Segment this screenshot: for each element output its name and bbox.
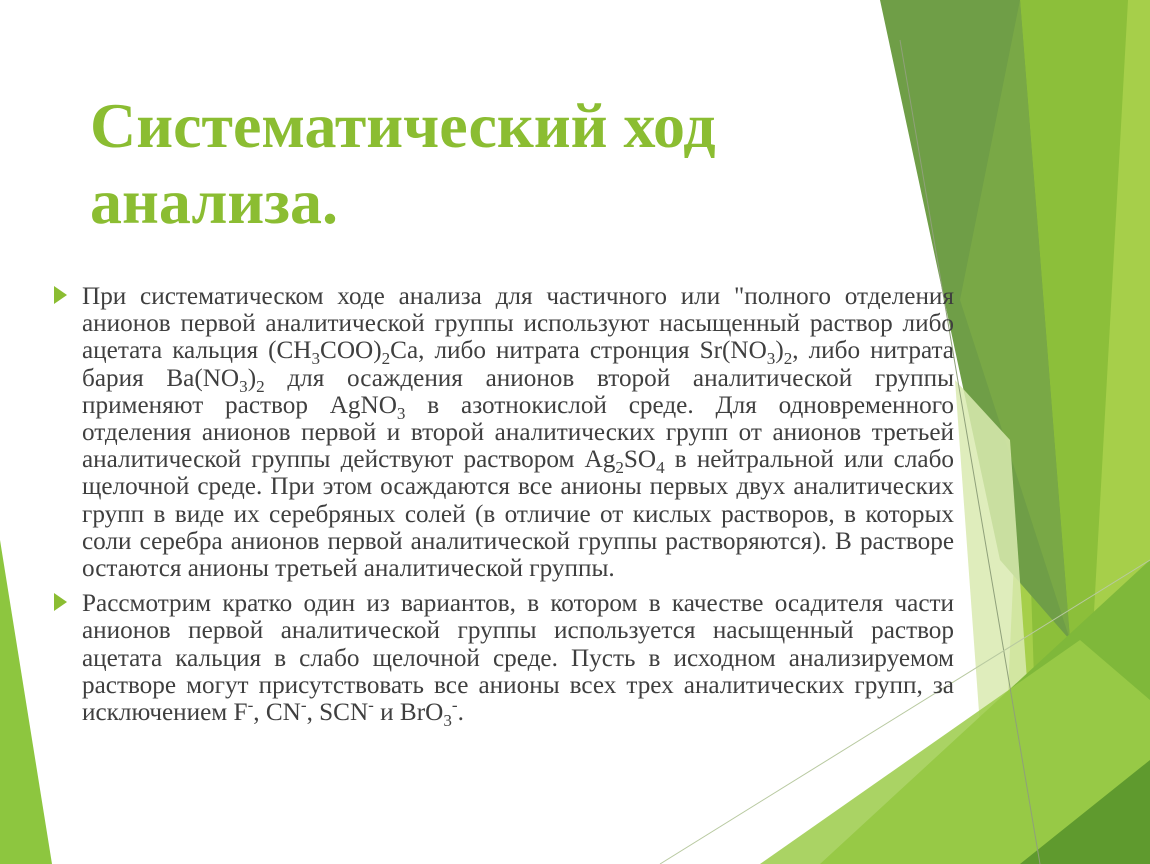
bullet-paragraph-2	[52, 590, 954, 731]
text-run: для осаждения анионов второй аналитической группы применяют раствор AgNO	[82, 364, 954, 419]
formula-subscript: 3	[311, 349, 321, 369]
formula-supscript: -	[247, 695, 254, 715]
text-run: и BrO	[373, 699, 444, 727]
text-run: , SCN	[306, 699, 369, 727]
formula-supscript: -	[300, 695, 307, 715]
text-run: COO)	[320, 337, 382, 365]
paragraph-text	[82, 590, 954, 731]
formula-supscript: -	[451, 695, 458, 715]
formula-subscript: 2	[783, 349, 793, 369]
text-run: Рассмотрим кратко один из вариантов, в котором в качестве осадителя части анионов первой аналитической группы используется насыщенный раствор ацетата кальция в слабо щелочной среде. Пусть в исходном анализируемом растворе могут присутствовать все анионы всех трех аналитических групп, за исключением F	[82, 590, 954, 727]
bullet-paragraph-1	[52, 283, 954, 582]
slide-title: Систематический ход анализа.	[90, 90, 716, 237]
paragraph-text	[82, 283, 954, 582]
triangle-right-icon	[54, 593, 67, 611]
formula-subscript: 2	[256, 376, 265, 396]
formula-subscript: 3	[766, 349, 776, 369]
formula-subscript: 4	[656, 458, 665, 478]
text-run: , CN	[253, 699, 301, 727]
formula-subscript: 3	[443, 711, 452, 731]
text-run: Ca, либо нитрата стронция Sr(NO	[390, 337, 767, 365]
text-run: .	[457, 699, 464, 727]
formula-subscript: 3	[239, 376, 248, 396]
text-run: )	[247, 364, 257, 392]
text-run: )	[775, 337, 784, 365]
left-green-stripe	[0, 540, 52, 864]
text-run: При систематическом ходе анализа для частичного или "полного отделения анионов первой аналитической группы используют насыщенный раствор либо ацетата кальция (CH	[82, 283, 954, 365]
triangle-right-icon	[54, 286, 67, 304]
slide-body	[52, 283, 955, 731]
formula-subscript: 2	[615, 458, 624, 478]
text-run: , либо нитрата бария Ba(NO	[82, 337, 954, 392]
text-run: в азотнокислой среде. Для одновременного отделения анионов первой и второй аналитических групп от анионов третьей аналитической группы действуют раствором Ag	[82, 391, 955, 474]
formula-subscript: 2	[381, 349, 391, 369]
text-run: SO	[623, 446, 657, 474]
text-run: в нейтральной или слабо щелочной среде. При этом осаждаются все анионы первых двух аналитических групп в виде их серебряных солей (в отличие от кислых растворов, в которых соли серебра анионов первой аналитической группы растворяются). В растворе остаются анионы третьей аналитической группы.	[82, 446, 954, 583]
formula-supscript: -	[368, 695, 374, 715]
formula-subscript: 3	[396, 403, 406, 423]
